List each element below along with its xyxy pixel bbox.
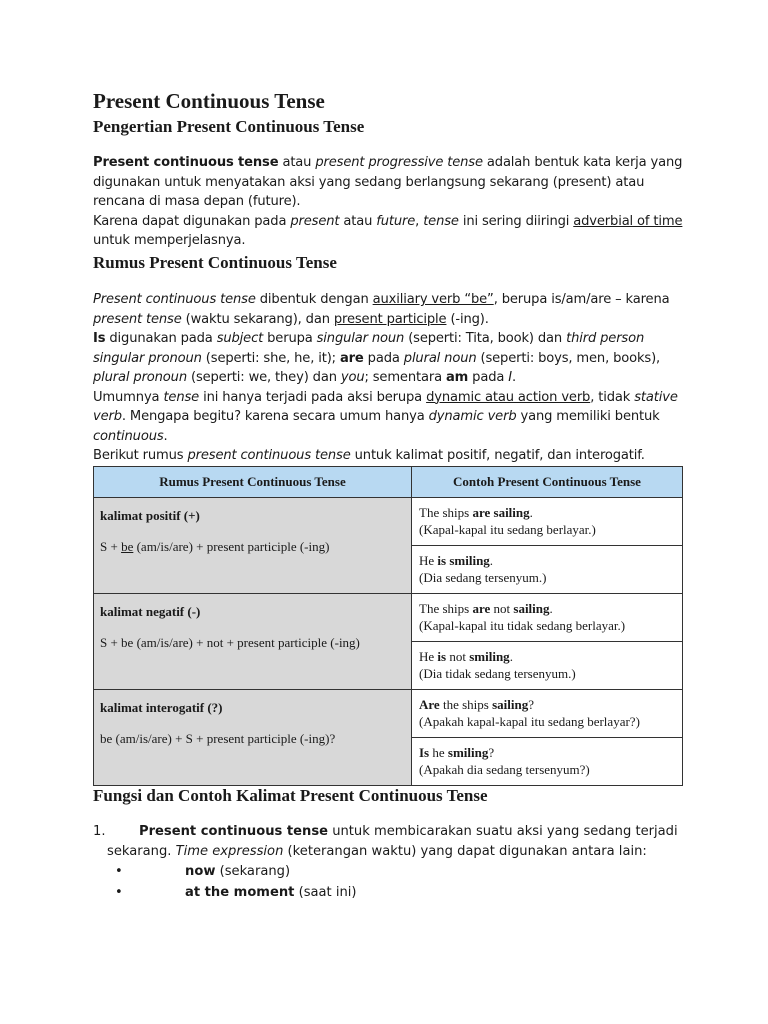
table-row xyxy=(94,690,683,738)
verb-bold: is smiling xyxy=(437,553,490,568)
term-italic: Present continuous tense xyxy=(93,292,256,307)
interogatif-formula: be (am/is/are) + S + present participle (-ing)? xyxy=(100,731,336,746)
link-adverbial-of-time[interactable]: adverbial of time xyxy=(573,213,683,229)
fungsi-list xyxy=(93,822,683,904)
text: ini sering diiringi xyxy=(458,213,574,229)
table-header-contoh: Contoh Present Continuous Tense xyxy=(412,467,683,498)
text: (waktu sekarang), dan xyxy=(181,311,334,327)
bullet-icon: • xyxy=(115,864,123,879)
positif-example-1 xyxy=(412,498,683,546)
text: ini hanya terjadi pada aksi berupa xyxy=(199,389,427,405)
list-number: 1. xyxy=(93,824,106,839)
translation: (Kapal-kapal itu tidak sedang berlayar.) xyxy=(419,618,626,633)
term-bold: Is xyxy=(93,331,106,346)
term-italic: present progressive tense xyxy=(315,155,483,170)
text: (seperti: Tita, book) dan xyxy=(404,331,567,346)
text: not xyxy=(490,601,514,616)
verb-bold: is xyxy=(437,649,447,664)
negatif-formula-cell xyxy=(94,594,412,690)
text: (seperti: we, they) dan xyxy=(186,370,341,385)
term-italic: dynamic verb xyxy=(428,409,517,424)
interogatif-example-1 xyxy=(412,690,683,738)
text: he xyxy=(429,745,448,760)
positif-formula xyxy=(100,539,405,555)
negatif-formula: S + be (am/is/are) + not + present participle (-ing) xyxy=(100,635,360,650)
text: digunakan pada xyxy=(105,331,217,346)
page-title: Present Continuous Tense xyxy=(93,89,325,113)
text: untuk kalimat positif, negatif, dan interogatif. xyxy=(350,448,645,463)
interogatif-formula-cell xyxy=(94,690,412,786)
term-italic: future xyxy=(376,213,416,229)
text: pada xyxy=(363,350,404,366)
text: adalah bentuk kata kerja yang digunakan untuk menyatakan aksi yang sedang berlangsung sekarang (present) atau rencana di masa depan (future). xyxy=(93,155,683,209)
text: ? xyxy=(528,697,534,712)
positif-formula-cell xyxy=(94,498,412,594)
link-present-participle[interactable]: present participle xyxy=(333,311,447,327)
bullet-item xyxy=(93,883,683,904)
text: Karena dapat digunakan pada xyxy=(93,213,291,229)
text: , tidak xyxy=(590,389,635,405)
translation: (Dia sedang tersenyum.) xyxy=(419,570,547,585)
verb-bold: smiling xyxy=(469,649,510,664)
text: The ships xyxy=(419,505,473,520)
text: S + xyxy=(100,539,122,554)
bullet-item xyxy=(93,862,683,883)
negatif-example-2 xyxy=(412,642,683,690)
list-item xyxy=(93,822,683,904)
positif-example-2 xyxy=(412,546,683,594)
text: . xyxy=(511,370,516,385)
heading-pengertian: Pengertian Present Continuous Tense xyxy=(93,117,365,136)
translation: (Apakah dia sedang tersenyum?) xyxy=(419,762,590,777)
term-bold: Present continuous tense xyxy=(139,824,329,839)
text: He xyxy=(419,553,438,568)
text: (-ing). xyxy=(446,311,489,327)
term-bold: Present continuous tense xyxy=(93,155,279,170)
interogatif-title: kalimat interogatif (?) xyxy=(100,700,223,715)
text: (saat ini) xyxy=(294,885,357,900)
table-row xyxy=(94,594,683,642)
term-italic: singular noun xyxy=(316,331,405,346)
term-bold: are xyxy=(339,350,364,366)
text: , xyxy=(415,213,424,229)
rumus-table xyxy=(93,466,683,786)
table-header-row xyxy=(94,467,683,498)
verb-bold: are xyxy=(472,601,491,616)
term-italic: third person singular pronoun xyxy=(93,331,645,366)
verb-bold: sailing xyxy=(513,601,550,616)
text: . Mengapa begitu? karena secara umum hanya xyxy=(121,409,429,424)
text: untuk membicarakan suatu aksi yang sedang terjadi sekarang. xyxy=(107,824,678,859)
heading-fungsi: Fungsi dan Contoh Kalimat Present Continuous Tense xyxy=(93,786,488,805)
text: . xyxy=(489,553,494,568)
text: Umumnya xyxy=(93,389,164,405)
term-italic: Time expression xyxy=(175,843,284,859)
text: the ships xyxy=(439,697,493,712)
text: yang memiliki bentuk xyxy=(516,409,660,424)
positif-title: kalimat positif (+) xyxy=(100,508,200,523)
term-italic: present continuous tense xyxy=(187,448,351,463)
term-bold: now xyxy=(185,864,216,879)
text: pada xyxy=(468,370,509,385)
text: untuk memperjelasnya. xyxy=(93,233,246,248)
term-italic: tense xyxy=(163,389,200,405)
bullet-icon: • xyxy=(115,885,123,900)
text: (am/is/are) + present participle (-ing) xyxy=(133,539,330,554)
term-italic: tense xyxy=(423,213,459,229)
translation: (Kapal-kapal itu sedang berlayar.) xyxy=(419,522,596,537)
text: . xyxy=(163,428,168,444)
term-italic: I xyxy=(508,370,512,385)
term-italic: present xyxy=(290,213,340,229)
text: (sekarang) xyxy=(215,864,291,879)
translation: (Apakah kapal-kapal itu sedang berlayar?) xyxy=(419,714,640,729)
text: (keterangan waktu) yang dapat digunakan antara lain: xyxy=(283,843,647,859)
term-italic: stative verb xyxy=(93,389,678,424)
verb-bold: Is xyxy=(419,745,430,760)
verb-bold: sailing xyxy=(492,697,529,712)
text: atau xyxy=(339,213,377,229)
be-underlined: be xyxy=(121,539,134,554)
term-italic: present tense xyxy=(93,311,182,327)
term-italic: you xyxy=(340,370,365,385)
negatif-title: kalimat negatif (-) xyxy=(100,604,201,619)
term-italic: plural pronoun xyxy=(93,370,187,385)
text: dibentuk dengan xyxy=(255,292,373,307)
term-italic: subject xyxy=(216,331,264,346)
text: . xyxy=(549,601,553,616)
text: . xyxy=(529,505,533,520)
term-bold: at the moment xyxy=(185,885,295,900)
text: . xyxy=(509,649,513,664)
rumus-paragraph xyxy=(93,290,683,466)
translation: (Dia tidak sedang tersenyum.) xyxy=(419,666,576,681)
text: , berupa is/am/are – karena xyxy=(493,292,670,307)
text: ; sementara xyxy=(364,370,446,385)
table-row xyxy=(94,498,683,546)
term-italic: plural noun xyxy=(403,350,477,366)
interogatif-example-2 xyxy=(412,738,683,786)
negatif-example-1 xyxy=(412,594,683,642)
text: Berikut rumus xyxy=(93,448,188,463)
link-dynamic-verb[interactable]: dynamic atau action verb xyxy=(426,389,591,405)
term-bold: am xyxy=(445,370,469,385)
table-header-rumus: Rumus Present Continuous Tense xyxy=(94,467,412,498)
verb-bold: smiling xyxy=(447,745,489,760)
verb-bold: Are xyxy=(419,697,440,712)
pengertian-paragraph xyxy=(93,153,683,251)
text: atau xyxy=(278,155,316,170)
heading-rumus: Rumus Present Continuous Tense xyxy=(93,253,337,272)
term-italic: continuous xyxy=(93,428,164,444)
text: The ships xyxy=(419,601,473,616)
verb-bold: are sailing xyxy=(472,505,530,520)
text: (seperti: boys, men, books), xyxy=(476,350,661,366)
link-auxiliary-verb[interactable]: auxiliary verb “be” xyxy=(372,292,494,307)
text: berupa xyxy=(263,331,317,346)
text: not xyxy=(446,649,470,664)
text: (seperti: she, he, it); xyxy=(201,350,340,366)
text: ? xyxy=(488,745,495,760)
text: He xyxy=(419,649,438,664)
